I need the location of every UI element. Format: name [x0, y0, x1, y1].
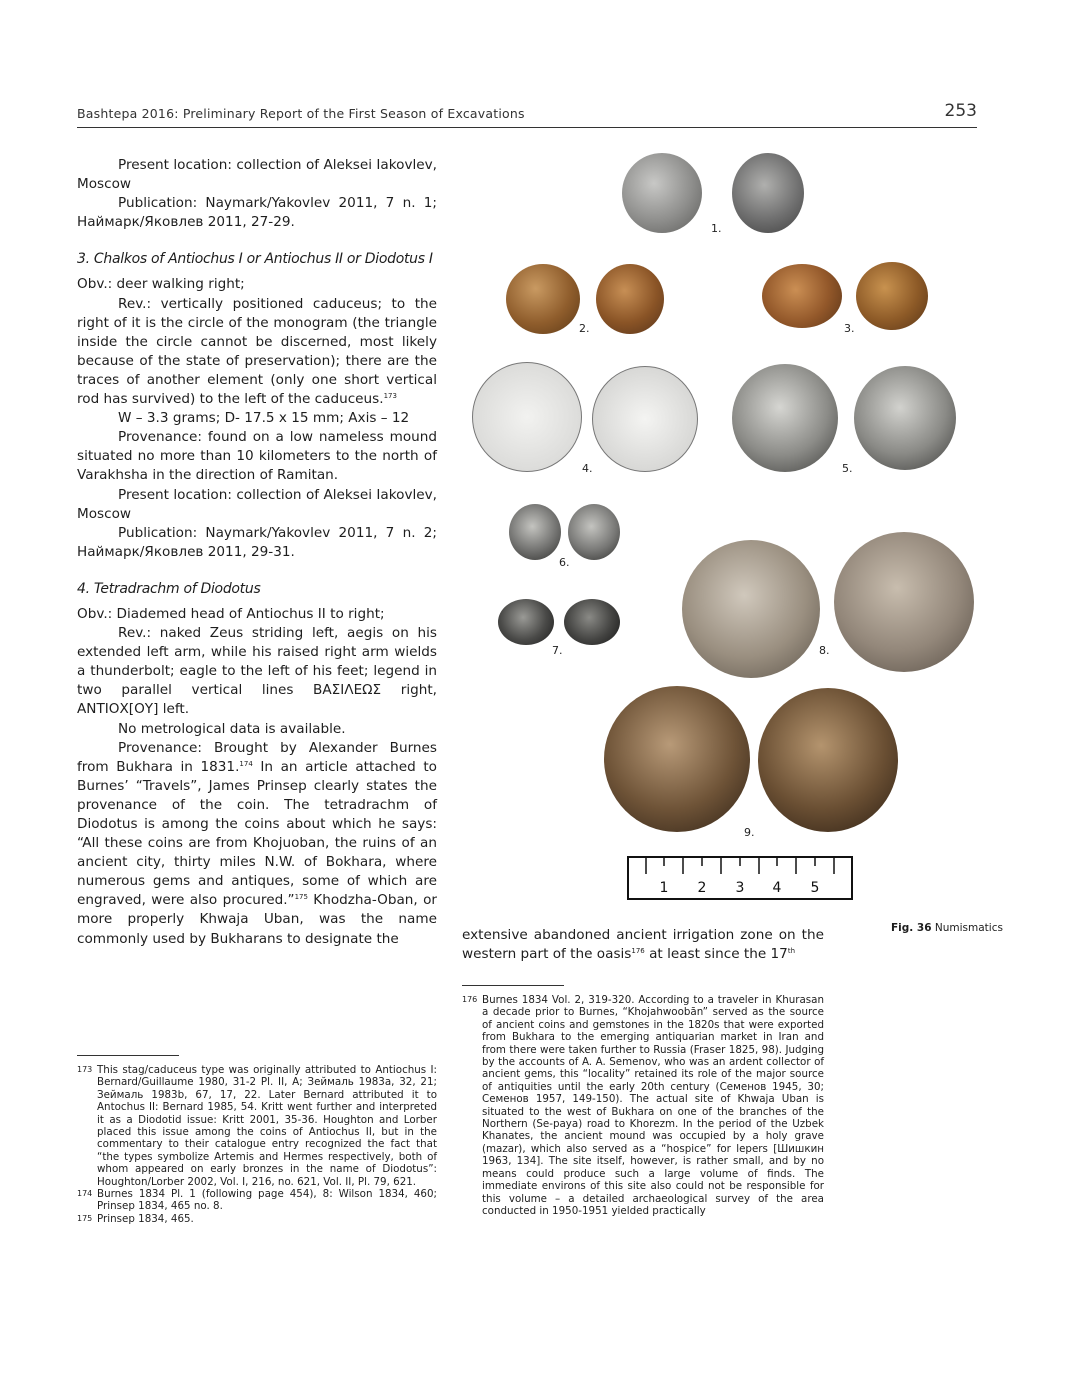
figure-label-8: 8.: [819, 644, 830, 657]
footnote-text: Burnes 1834 Pl. 1 (following page 454), 8: Wilson 1834, 460; Prinsep 1834, 465 no. 8.: [97, 1188, 437, 1213]
scale-bar: [627, 856, 855, 902]
figure-caption-text: Numismatics: [931, 922, 1003, 934]
paragraph-location: Present location: collection of Aleksei Iakovlev, Moscow: [77, 157, 437, 193]
figure-caption-label: Fig. 36: [891, 922, 932, 934]
footnote-ref-174[interactable]: 174: [239, 759, 253, 768]
footnote-174: [77, 1188, 437, 1213]
section-heading-3: 3. Chalkos of Antiochus I or Antiochus II or Diodotus I: [77, 251, 433, 268]
footnotes-right: [462, 994, 824, 1217]
paragraph-location-3: Present location: collection of Aleksei Iakovlev, Moscow: [77, 486, 437, 522]
figure-label-4: 4.: [582, 462, 593, 475]
footnote-text: This stag/caduceus type was originally attributed to Antiochus I: Bernard/Guillaume 1980, 31-2 Pl. II, A; Зеймаль 1983a, 32, 21; Зеймаль 1983b, 67, 17, 22. Later Bernard attributed it to Antochus II: Bernard 1985, 54. Kritt went further and interpreted it as a Diodotid issue: Kritt 2001, 35-36. Houghton and Lorber placed this issue among the coins of Antiochus II, but in the commentary to their catalogue entry recognized the fact that “the types symbolize Artemis and Hermes respectively, both of whom appeared on early bronzes in the name of Diodotus”: Houghton/Lorber 2002, Vol. I, 216, no. 621, Vol. II, Pl. 79, 621.: [97, 1064, 437, 1188]
coin-6-reverse: [568, 504, 620, 560]
footnote-173: [77, 1064, 437, 1188]
paragraph-reverse-4: Rev.: naked Zeus striding left, aegis on his extended left arm, while his raised right arm wields a thunderbolt; eagle to the left of his feet; legend in two parallel vertical lines ΒΑΣΙΛΕΩΣ right, ΑΝΤΙΟΧ[ΟΥ] left.: [77, 625, 437, 718]
coin-2-reverse: [596, 264, 664, 334]
figure-label-7: 7.: [552, 644, 563, 657]
coin-5-reverse: [854, 366, 956, 470]
figure-label-6: 6.: [559, 556, 570, 569]
footnote-number: 176: [462, 995, 478, 1004]
footnote-number: 174: [77, 1189, 93, 1199]
footnote-number: 173: [77, 1065, 93, 1074]
coin-3-reverse: [856, 262, 928, 330]
paragraph-obverse-3: Obv.: deer walking right;: [77, 276, 245, 293]
footnote-ref-176[interactable]: 176: [631, 947, 645, 956]
coin-1-obverse: [622, 153, 702, 233]
coin-1-reverse: [732, 153, 804, 233]
footnotes-left: [77, 1064, 437, 1225]
scale-label-2: 2: [697, 880, 707, 896]
footnote-rule-left: [77, 1055, 179, 1056]
coin-9-reverse: [758, 688, 898, 832]
coin-3-obverse: [762, 264, 842, 328]
footnote-ref-175[interactable]: 175: [294, 893, 308, 902]
coin-8-obverse: [682, 540, 820, 678]
paragraph-reverse-3: Rev.: vertically positioned caduceus; to the right of it is the circle of the monogram (the triangle inside the circle cannot be discerned, most likely because of the state of preservation); there are the traces of another element (only one short vertical rod has survived) to the left of the caduceus.$^{173}$: [77, 295, 437, 408]
figure-label-5: 5.: [842, 462, 853, 475]
page-number: 253: [944, 101, 977, 121]
figure-label-1: 1.: [711, 222, 722, 235]
figure-label-2: 2.: [579, 322, 590, 335]
footnote-number: 175: [77, 1213, 93, 1223]
paragraph-publication: Publication: Naymark/Yakovlev 2011, 7 n. 1; Наймарк/Яковлев 2011, 27-29.: [77, 195, 437, 231]
coin-5-obverse: [732, 364, 838, 472]
coin-6-obverse: [509, 504, 561, 560]
paragraph-publication-3: Publication: Naymark/Yakovlev 2011, 7 n. 2; Наймарк/Яковлев 2011, 29-31.: [77, 524, 437, 560]
coin-7-obverse: [498, 599, 554, 645]
paragraph-weight-3: W – 3.3 grams; D- 17.5 x 15 mm; Axis – 12: [118, 410, 410, 427]
coin-7-reverse: [564, 599, 620, 645]
scale-label-1: 1: [659, 880, 669, 896]
left-column: [77, 156, 437, 949]
paragraph-obverse-4: Obv.: Diademed head of Antiochus II to right;: [77, 605, 385, 622]
figure-numismatics: [460, 140, 980, 910]
footnote-text: Burnes 1834 Vol. 2, 319-320. According to a traveler in Khurasan a decade prior to Burnes, “Khojahwoobān” served as the source of ancient coins and gemstones in the 1820s that were exported from Bukhara to the emerging antiquarian market in Iran and from there were taken further to Russia (Fraser 1825, 98). Judging by the accounts of A. A. Semenov, who was an ardent collector of ancient gems, this “locality” retained its role of the major source of antiquities until the early 20th century (Семенов 1945, 30; Семенов 1957, 149-150). The actual site of Khwaja Uban is situated to the west of Bukhara on one of the branches of the Northern (Se-paya) road to Khorezm. In the period of the Uzbek Khanates, the ancient mound was occupied by a holy grave (mazar), which also served as a “hospice” for lepers [Шишкин 1963, 134]. The site itself, however, is rather small, and by no means could produce such a large volume of finds. The immediate environs of this site also could not be responsible for this volume – a detailed archaeological survey of the area conducted in 1950-1951 yielded practically: [482, 994, 824, 1217]
scale-label-4: 4: [772, 880, 782, 896]
footnote-176: [462, 994, 824, 1217]
footnote-text: Prinsep 1834, 465.: [97, 1212, 194, 1225]
running-title: Bashtepa 2016: Preliminary Report of the First Season of Excavations: [77, 106, 525, 121]
scale-label-5: 5: [810, 880, 820, 896]
coin-2-obverse: [506, 264, 580, 334]
paragraph-metrology-4: No metrological data is available.: [118, 720, 346, 737]
footnote-rule-right: [462, 985, 564, 986]
coin-9-obverse: [604, 686, 750, 832]
section-heading-4: 4. Tetradrachm of Diodotus: [77, 580, 261, 597]
footnote-175: [77, 1213, 437, 1225]
coin-4-reverse: [592, 366, 698, 472]
right-column-text: extensive abandoned ancient irrigation zone on the western part of the oasis$^{176}$ at least since the 17th: [462, 927, 824, 963]
figure-caption: [891, 922, 1003, 934]
coin-4-obverse: [472, 362, 582, 472]
footnote-ref-173[interactable]: 173: [383, 392, 397, 401]
paragraph-provenance-4: Provenance: Brought by Alexander Burnes from Bukhara in 1831.$^{174}$ In an article attached to Burnes’ “Travels”, James Prinsep clearly states the provenance of the coin. The tetradrachm of Diodotus is among the coins about which he says: “All these coins are from Khojuoban, the ruins of an ancient city, thirty miles N.W. of Bokhara, where numerous gems and antiques, some of which are engraved, were also procured.”$^{175}$ Khodzha-Oban, or more properly Khwaja Uban, was the name commonly used by Bukharans to designate the: [77, 739, 438, 947]
running-header: [77, 101, 977, 128]
figure-label-9: 9.: [744, 826, 755, 839]
coin-8-reverse: [834, 532, 974, 672]
figure-label-3: 3.: [844, 322, 855, 335]
paragraph-provenance-3: Provenance: found on a low nameless mound situated no more than 10 kilometers to the north of Varakhsha in the direction of Ramitan.: [77, 429, 437, 484]
scale-label-3: 3: [735, 880, 745, 896]
